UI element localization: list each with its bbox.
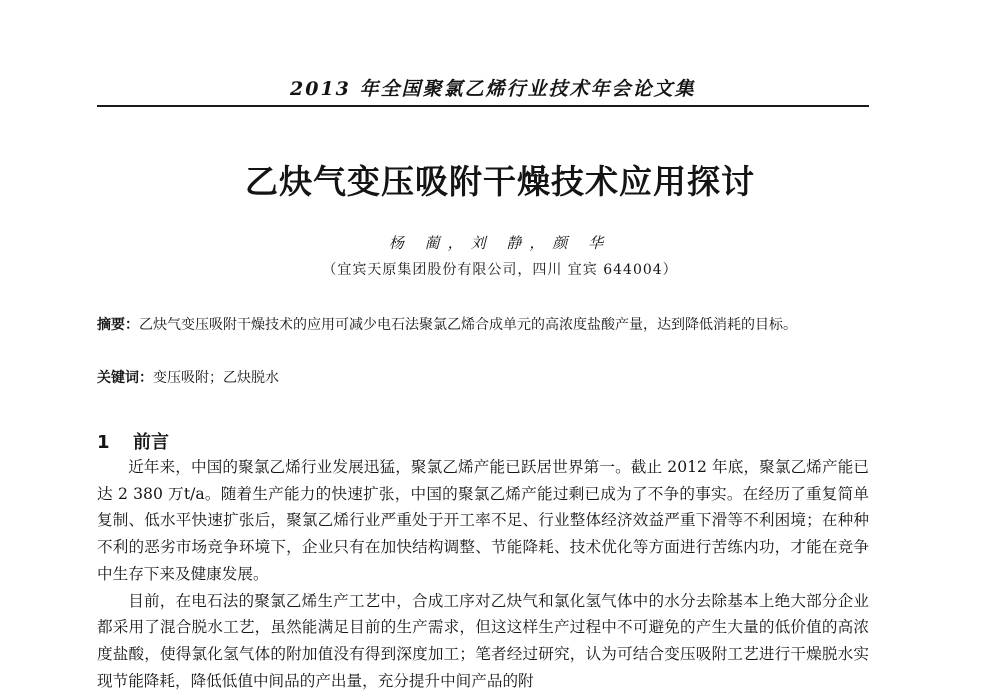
- abstract: [97, 312, 869, 339]
- section-heading: [97, 428, 169, 454]
- abstract-label: 摘要：: [97, 317, 139, 333]
- keywords-label: 关键词：: [97, 370, 153, 386]
- section-title: 前言: [133, 432, 169, 453]
- affiliation: （宜宾天原集团股份有限公司，四川 宜宾 644004）: [322, 262, 678, 278]
- keywords: [97, 367, 869, 387]
- authors: 杨 蔺，刘 静，颜 华: [388, 234, 612, 252]
- abstract-text: 乙炔气变压吸附干燥技术的应用可减少电石法聚氯乙烯合成单元的高浓度盐酸产量，达到降低消耗的目标。: [139, 317, 797, 333]
- running-head: 2013 年全国聚氯乙烯行业技术年会论文集: [290, 78, 696, 100]
- paper-title: 乙炔气变压吸附干燥技术应用探讨: [245, 162, 755, 201]
- paragraph: 目前，在电石法的聚氯乙烯生产工艺中，合成工序对乙炔气和氯化氢气体中的水分去除基本上绝大部分企业都采用了混合脱水工艺，虽然能满足目前的生产需求，但这这样生产过程中不可避免的产生大量的低价值的高浓度盐酸，使得氯化氢气体的附加值没有得到深度加工；笔者经过研究，认为可结合变压吸附工艺进行干燥脱水实现节能降耗，降低低值中间品的产出量，充分提升中间产品的附: [97, 591, 869, 690]
- section-number: 1: [97, 432, 110, 453]
- keywords-text: 变压吸附；乙炔脱水: [153, 370, 279, 386]
- paragraph: 近年来，中国的聚氯乙烯行业发展迅猛，聚氯乙烯产能已跃居世界第一。截止 2012 年底，聚氯乙烯产能已达 2 380 万t/a。随着生产能力的快速扩张，中国的聚氯乙烯产能过剩已成为了不争的事实。在经历了重复简单复制、低水平快速扩张后，聚氯乙烯行业严重处于开工率不足、行业整体经济效益严重下滑等不利困境；在种种不利的恶劣市场竞争环境下，企业只有在加快结构调整、节能降耗、技术优化等方面进行苦练内功，才能在竞争中生存下来及健康发展。: [97, 458, 869, 583]
- header-rule: [97, 105, 869, 107]
- body-text: [97, 454, 869, 694]
